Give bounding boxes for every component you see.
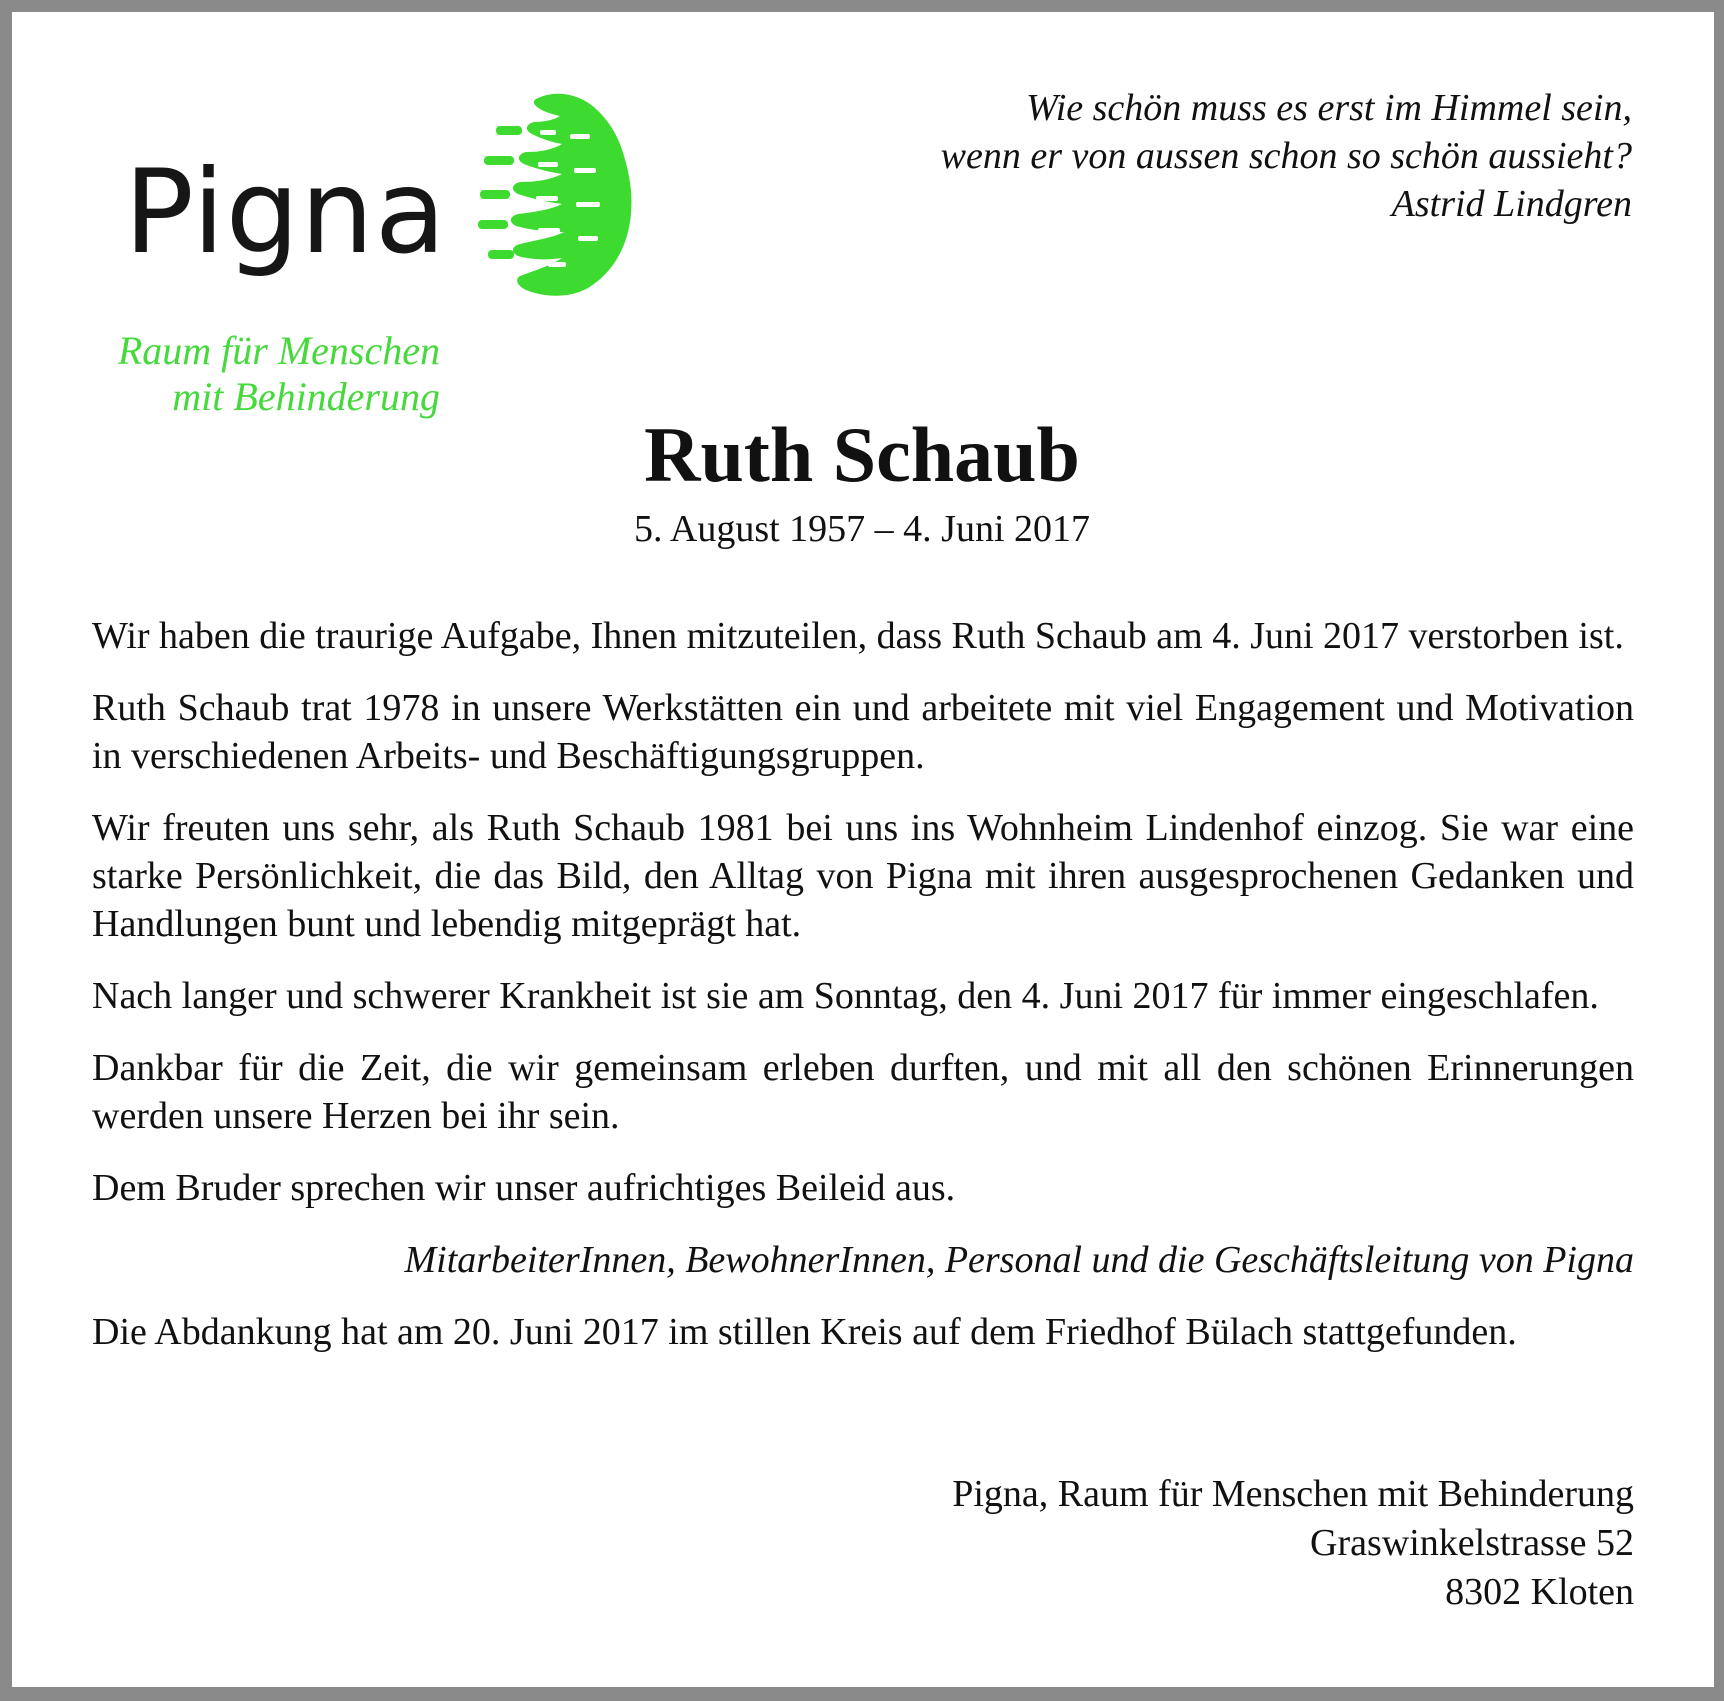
signature: MitarbeiterInnen, BewohnerInnen, Personal und die Geschäftsleitung von Pigna [404, 1239, 1634, 1281]
logo-tagline-line1: Raum für Menschen [117, 328, 440, 373]
life-dates: 5. August 1957 – 4. Juni 2017 [633, 508, 1091, 550]
address-line2: Graswinkelstrasse 52 [1310, 1522, 1634, 1564]
quote [941, 84, 1632, 228]
obituary-body [92, 612, 1634, 1380]
logo-tagline-line2: mit Behinderung [172, 374, 440, 419]
address-line3: 8302 Kloten [1445, 1571, 1634, 1613]
ceremony-note: Die Abdankung hat am 20. Juni 2017 im stillen Kreis auf dem Friedhof Bülach stattgefunden. [92, 1311, 1517, 1353]
paragraph: Nach langer und schwerer Krankheit ist sie am Sonntag, den 4. Juni 2017 für immer eingeschlafen. [92, 975, 1599, 1017]
paragraph: Dem Bruder sprechen wir unser aufrichtiges Beileid aus. [92, 1167, 956, 1209]
quote-author: Astrid Lindgren [1391, 183, 1632, 225]
paragraph: Dankbar für die Zeit, die wir gemeinsam erleben durften, und mit all den schönen Erinnerungen werden unsere Herzen bei ihr sein. [92, 1047, 1634, 1137]
quote-line2: wenn er von aussen schon so schön aussieht? [940, 135, 1632, 177]
deceased-name: Ruth Schaub [644, 411, 1080, 498]
paragraph: Wir freuten uns sehr, als Ruth Schaub 1981 bei uns ins Wohnheim Lindenhof einzog. Sie war eine starke Persönlichkeit, die das Bild, den Alltag von Pigna mit ihren ausgesprochenen Gedanken und Handlungen bunt und lebendig mitgeprägt hat. [92, 807, 1634, 945]
address-line1: Pigna, Raum für Menschen mit Behinderung [952, 1473, 1634, 1515]
address-block [952, 1470, 1634, 1617]
logo-tagline [60, 328, 440, 420]
paragraph: Wir haben die traurige Aufgabe, Ihnen mitzuteilen, dass Ruth Schaub am 4. Juni 2017 verstorben ist. [92, 615, 1624, 657]
paragraph: Ruth Schaub trat 1978 in unsere Werkstätten ein und arbeitete mit viel Engagement und Motivation in verschiedenen Arbeits- und Beschäftigungsgruppen. [92, 687, 1634, 777]
quote-line1: Wie schön muss es erst im Himmel sein, [1026, 87, 1632, 129]
logo-wordmark: Pigna [124, 145, 447, 280]
pine-cone-logo-icon [478, 90, 638, 300]
